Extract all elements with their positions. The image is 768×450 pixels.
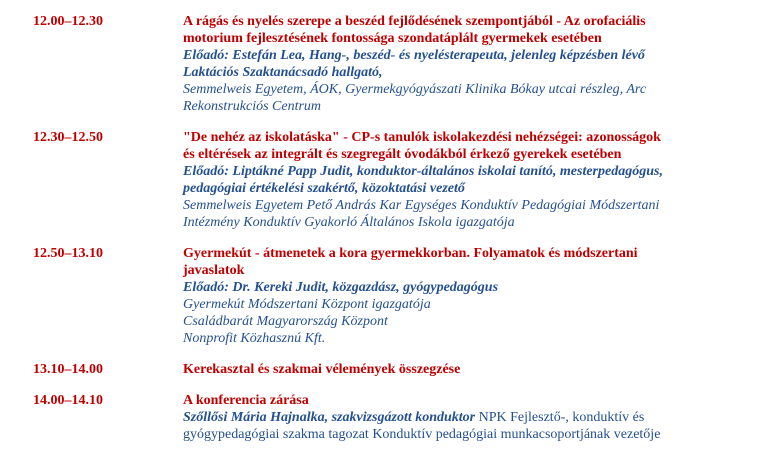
schedule-row-5: [33, 392, 748, 443]
schedule-row-2: [33, 129, 748, 231]
session-time: 14.00–14.10: [33, 393, 103, 408]
session-title: A konferencia zárása: [183, 393, 309, 408]
session-time: 13.10–14.00: [33, 362, 103, 377]
session-content: [183, 245, 676, 347]
session-closing-credit: [183, 409, 676, 443]
session-content: [183, 13, 676, 115]
session-affiliation-line: Gyermekút Módszertani Központ igazgatója: [183, 297, 431, 312]
session-title: A rágás és nyelés szerepe a beszéd fejlődésének szempontjából - Az orofaciális motorium fejlesztésének fontossága szondatáplált gyermekek esetében: [183, 14, 646, 46]
session-affiliation-line: Családbarát Magyarország Központ: [183, 314, 388, 329]
schedule-row-4: [33, 361, 748, 378]
session-affiliation-line: Nonprofit Közhasznú Kft.: [183, 331, 326, 346]
closing-speaker-role: NPK Fejlesztő-, konduktív és gyógypedagógiai szakma tagozat Konduktív pedagógiai munkacsoportjának vezetője: [183, 410, 661, 442]
session-affiliation: Semmelweis Egyetem, ÁOK, Gyermekgyógyászati Klinika Bókay utcai részleg, Arc Rekonstrukciós Centrum: [183, 82, 647, 114]
session-time: 12.30–12.50: [33, 130, 103, 145]
session-time: 12.50–13.10: [33, 246, 103, 261]
session-affiliation: Semmelweis Egyetem Pető András Kar Egységes Konduktív Pedagógiai Módszertani Intézmény Konduktív Gyakorló Általános Iskola igazgatója: [183, 198, 660, 230]
session-title: Kerekasztal és szakmai vélemények összegzése: [183, 362, 461, 377]
session-title: Gyermekút - átmenetek a kora gyermekkorban. Folyamatok és módszertani javaslatok: [183, 246, 638, 278]
session-content: [183, 129, 676, 231]
schedule-row-1: [33, 13, 748, 115]
session-time: 12.00–12.30: [33, 14, 103, 29]
session-speaker: Előadó: Dr. Kereki Judit, közgazdász, gyógypedagógus: [183, 280, 499, 295]
session-speaker: Előadó: Estefán Lea, Hang-, beszéd- és nyelésterapeuta, jelenleg képzésben lévő Laktációs Szaktanácsadó hallgató,: [183, 48, 645, 80]
schedule-row-3: [33, 245, 748, 347]
closing-speaker-name: Szőllősi Mária Hajnalka, szakvizsgázott konduktor: [183, 410, 479, 425]
session-title: "De nehéz az iskolatáska" - CP-s tanulók iskolakezdési nehézségei: azonosságok és eltérések az integrált és szegregált óvodákból érkező gyerekek esetében: [183, 130, 661, 162]
session-content: [183, 392, 676, 443]
session-speaker: Előadó: Liptákné Papp Judit, konduktor-általános iskolai tanító, mesterpedagógus, pedagógiai értékelési szakértő, közoktatási vezető: [183, 164, 663, 196]
session-content: [183, 361, 676, 378]
